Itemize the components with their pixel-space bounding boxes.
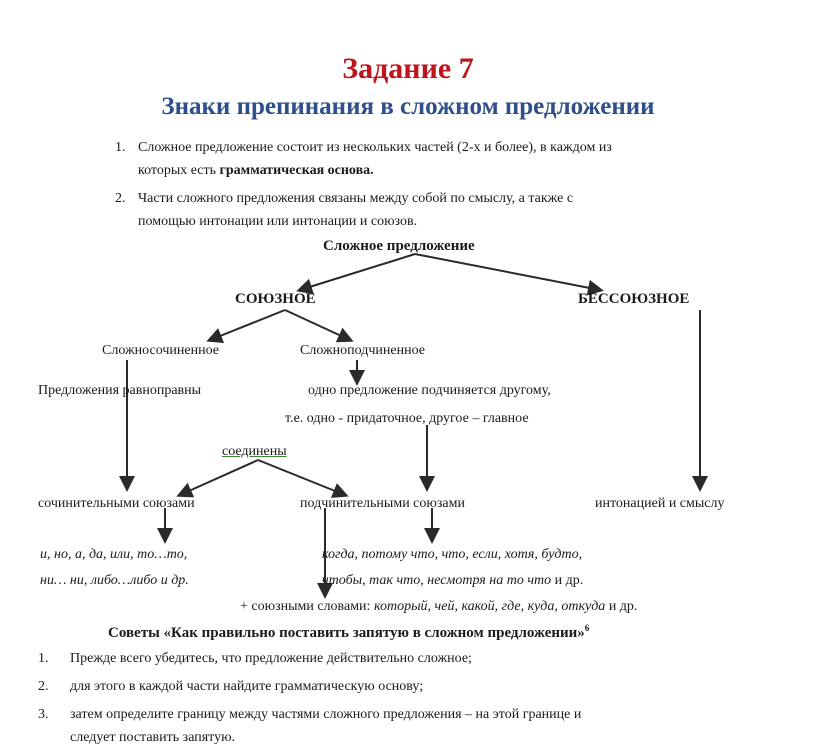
advice-heading-text: Советы «Как правильно поставить запятую в сложном предложении» xyxy=(108,625,585,641)
advice-num-3: 3. xyxy=(38,707,49,722)
arrow-connected-coord xyxy=(180,460,258,495)
node-coordinating-conjunctions: сочинительными союзами xyxy=(38,496,195,511)
arrow-union-compound xyxy=(210,310,285,340)
allied-words-tail: и др. xyxy=(608,599,638,614)
intro-item-1-line1: Сложное предложение состоит из нескольких частей (2-х и более), в каждом из xyxy=(138,140,612,155)
intro-item-1-text: которых есть xyxy=(138,163,220,178)
advice-num-1: 1. xyxy=(38,651,49,666)
subord-examples-line1: когда, потому что, что, если, хотя, будто, xyxy=(322,547,583,562)
node-complex-sentence: Сложное предложение xyxy=(323,238,475,254)
arrow-connected-subord xyxy=(258,460,345,495)
allied-words-line xyxy=(240,599,637,615)
intro-item-2-line1: Части сложного предложения связаны между собой по смыслу, а также с xyxy=(138,191,574,206)
advice-item-1: Прежде всего убедитесь, что предложение действительно сложное; xyxy=(70,651,472,666)
topic-subtitle: Знаки препинания в сложном предложении xyxy=(161,93,655,120)
intro-item-2-line2: помощью интонации или интонации и союзов. xyxy=(138,214,418,229)
compound-description: Предложения равноправны xyxy=(38,383,202,398)
node-compound: Сложносочиненное xyxy=(102,343,219,358)
complex-description-line2: т.е. одно - придаточное, другое – главное xyxy=(285,411,529,426)
intro-num-2: 2. xyxy=(115,191,126,206)
advice-num-2: 2. xyxy=(38,679,49,694)
advice-item-2: для этого в каждой части найдите грамматическую основу; xyxy=(70,679,424,694)
coord-examples-line1: и, но, а, да, или, то…то, xyxy=(40,547,188,562)
subord-examples-tail: и др. xyxy=(554,573,584,588)
advice-item-3-line2: следует поставить запятую. xyxy=(70,730,236,745)
complex-description-line1: одно предложение подчиняется другому, xyxy=(308,383,551,398)
intro-num-1: 1. xyxy=(115,140,126,155)
arrow-root-union xyxy=(300,254,415,290)
node-subordinating-conjunctions: подчинительными союзами xyxy=(300,496,465,511)
task-title: Задание 7 xyxy=(342,52,474,85)
node-connected: соединены xyxy=(222,444,287,459)
grammatical-basis-term: грамматическая основа. xyxy=(219,163,374,178)
node-intonation: интонацией и смыслу xyxy=(595,496,725,511)
arrow-union-complex xyxy=(285,310,350,340)
advice-heading xyxy=(108,623,589,642)
arrow-root-nonunion xyxy=(415,254,600,290)
node-union: СОЮЗНОЕ xyxy=(235,291,316,307)
subord-examples-list: чтобы, так что, несмотря на то что xyxy=(322,573,555,588)
advice-footnote: 6 xyxy=(584,623,590,633)
node-complex: Сложноподчиненное xyxy=(300,343,425,358)
advice-item-3-line1: затем определите границу между частями сложного предложения – на этой границе и xyxy=(70,707,582,722)
node-nonunion: БЕССОЮЗНОЕ xyxy=(578,291,690,307)
allied-words-prefix: + союзными словами: xyxy=(240,599,374,614)
allied-words-list: который, чей, какой, где, куда, откуда xyxy=(373,599,609,614)
subord-examples-line2 xyxy=(322,573,583,589)
coord-examples-line2: ни… ни, либо…либо и др. xyxy=(40,573,189,588)
